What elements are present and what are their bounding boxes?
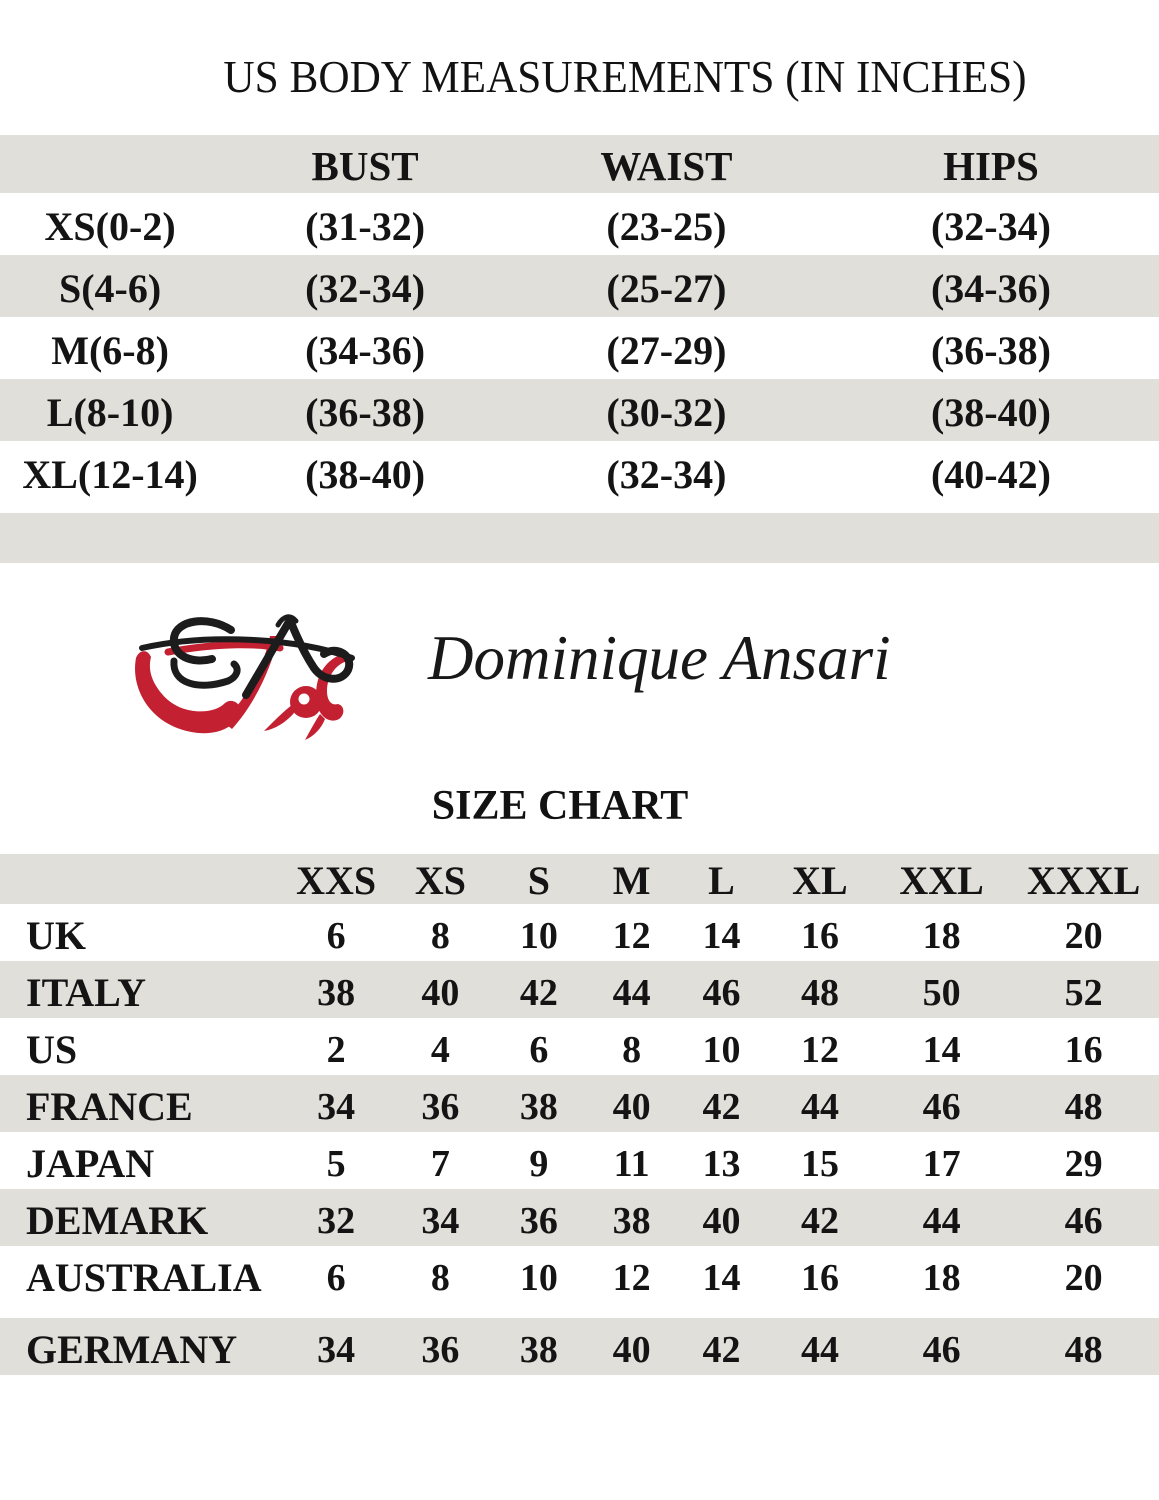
size-chart-row <box>0 904 1159 961</box>
size-value-l: 46 <box>702 972 741 1014</box>
size-value-xxl: 46 <box>922 1329 961 1371</box>
size-label: XS(0-2) <box>44 203 176 249</box>
waist-value: (32-34) <box>606 451 727 497</box>
size-value-xxs: 34 <box>317 1086 356 1128</box>
size-value-xxs: 32 <box>317 1200 356 1242</box>
column-header-bust: BUST <box>311 143 419 189</box>
size-value-xxxl: 48 <box>1064 1329 1103 1371</box>
size-value-m: 38 <box>612 1200 651 1242</box>
size-value-xxxl: 46 <box>1064 1200 1103 1242</box>
country-label: DEMARK <box>26 1198 209 1243</box>
country-label: AUSTRALIA <box>26 1255 262 1300</box>
size-label: XL(12-14) <box>22 451 198 497</box>
body-measurements-title: US BODY MEASUREMENTS (IN INCHES) <box>223 51 1027 102</box>
size-value-xl: 12 <box>800 1029 839 1071</box>
size-value-xl: 44 <box>800 1086 839 1128</box>
body-measurements-row <box>0 379 1159 441</box>
size-value-s: 10 <box>519 1257 558 1299</box>
size-value-s: 38 <box>519 1086 558 1128</box>
size-value-l: 42 <box>702 1086 741 1128</box>
size-value-xs: 4 <box>430 1029 450 1071</box>
waist-value: (23-25) <box>606 203 727 249</box>
size-value-xxs: 2 <box>326 1029 346 1071</box>
column-header-l: L <box>708 858 735 903</box>
hips-value: (34-36) <box>930 265 1051 311</box>
size-value-xl: 44 <box>800 1329 839 1371</box>
bust-value: (38-40) <box>305 451 426 497</box>
size-chart-row <box>0 1132 1159 1189</box>
size-value-l: 42 <box>702 1329 741 1371</box>
column-header-waist: WAIST <box>600 143 733 189</box>
size-value-xxl: 46 <box>922 1086 961 1128</box>
brand-logo-da-monogram-icon <box>128 598 360 750</box>
size-chart-header-row <box>0 854 1159 904</box>
bust-value: (31-32) <box>305 203 426 249</box>
size-value-xxxl: 20 <box>1064 1257 1103 1299</box>
column-header-s: S <box>527 858 551 903</box>
divider-band <box>0 513 1159 563</box>
bust-value: (36-38) <box>305 389 426 435</box>
size-value-xl: 48 <box>800 972 839 1014</box>
body-measurements-row <box>0 317 1159 379</box>
column-header-xxxl: XXXL <box>1026 858 1141 903</box>
country-label: FRANCE <box>26 1084 193 1129</box>
body-measurements-header-row <box>0 135 1159 193</box>
waist-value: (25-27) <box>606 265 727 311</box>
size-value-xxs: 38 <box>317 972 356 1014</box>
size-value-xxxl: 20 <box>1064 915 1103 957</box>
size-value-xxxl: 48 <box>1064 1086 1103 1128</box>
size-value-xxxl: 16 <box>1064 1029 1103 1071</box>
size-value-s: 42 <box>519 972 558 1014</box>
column-header-hips: HIPS <box>943 143 1039 189</box>
size-value-m: 11 <box>613 1143 650 1185</box>
size-value-l: 14 <box>702 1257 741 1299</box>
size-value-xs: 40 <box>421 972 460 1014</box>
hips-value: (32-34) <box>930 203 1051 249</box>
size-value-l: 10 <box>702 1029 741 1071</box>
size-value-xxl: 14 <box>922 1029 961 1071</box>
size-value-xl: 15 <box>800 1143 839 1185</box>
hips-value: (38-40) <box>930 389 1051 435</box>
column-header-m: M <box>612 858 651 903</box>
size-value-s: 9 <box>529 1143 549 1185</box>
size-value-l: 14 <box>702 915 741 957</box>
size-value-xxxl: 52 <box>1064 972 1103 1014</box>
size-value-xl: 42 <box>800 1200 839 1242</box>
country-label: JAPAN <box>26 1141 155 1186</box>
size-value-m: 44 <box>612 972 651 1014</box>
size-value-xl: 16 <box>800 915 839 957</box>
size-chart-row <box>0 1246 1159 1303</box>
size-value-m: 40 <box>612 1329 651 1371</box>
size-chart-row <box>0 1318 1159 1375</box>
size-value-m: 8 <box>622 1029 642 1071</box>
hips-value: (36-38) <box>930 327 1051 373</box>
size-value-m: 12 <box>612 915 651 957</box>
column-header-xl: XL <box>792 858 848 903</box>
body-measurements-row <box>0 255 1159 317</box>
size-value-xs: 8 <box>430 915 450 957</box>
size-label: S(4-6) <box>58 265 162 311</box>
size-value-xs: 36 <box>421 1086 460 1128</box>
size-value-xs: 8 <box>430 1257 450 1299</box>
size-value-xxl: 44 <box>922 1200 961 1242</box>
international-size-chart <box>0 854 1159 1375</box>
country-label: UK <box>26 913 86 958</box>
size-value-xs: 7 <box>430 1143 450 1185</box>
waist-value: (30-32) <box>606 389 727 435</box>
column-header-xxl: XXL <box>899 858 984 903</box>
country-label: GERMANY <box>26 1327 238 1372</box>
size-value-l: 40 <box>702 1200 741 1242</box>
size-value-xxl: 50 <box>922 972 961 1014</box>
size-chart-row <box>0 1018 1159 1075</box>
size-value-xs: 36 <box>421 1329 460 1371</box>
size-chart-row <box>0 1075 1159 1132</box>
size-chart-row <box>0 961 1159 1018</box>
size-value-s: 36 <box>519 1200 558 1242</box>
size-value-xl: 16 <box>800 1257 839 1299</box>
size-value-xxl: 18 <box>922 915 961 957</box>
bust-value: (32-34) <box>305 265 426 311</box>
size-value-xxl: 17 <box>922 1143 961 1185</box>
size-value-xxxl: 29 <box>1064 1143 1103 1185</box>
size-value-l: 13 <box>702 1143 741 1185</box>
size-value-xxs: 5 <box>326 1143 346 1185</box>
column-header-xxs: XXS <box>296 858 377 903</box>
size-value-xxs: 6 <box>326 915 346 957</box>
header-country-cell <box>0 854 284 904</box>
size-label: M(6-8) <box>51 327 169 373</box>
size-value-m: 12 <box>612 1257 651 1299</box>
size-value-s: 10 <box>519 915 558 957</box>
body-measurements-table <box>0 135 1159 503</box>
size-value-m: 40 <box>612 1086 651 1128</box>
size-value-s: 38 <box>519 1329 558 1371</box>
size-value-s: 6 <box>529 1029 549 1071</box>
country-label: ITALY <box>26 970 147 1015</box>
size-value-xxs: 6 <box>326 1257 346 1299</box>
body-measurements-row <box>0 193 1159 255</box>
bust-value: (34-36) <box>305 327 426 373</box>
header-size-cell <box>0 135 220 193</box>
size-value-xxl: 18 <box>922 1257 961 1299</box>
body-measurements-row <box>0 441 1159 503</box>
hips-value: (40-42) <box>930 451 1051 497</box>
size-label: L(8-10) <box>46 389 174 435</box>
brand-name: Dominique Ansari <box>428 623 891 693</box>
country-label: US <box>26 1027 78 1072</box>
size-value-xs: 34 <box>421 1200 460 1242</box>
size-chart-row <box>0 1189 1159 1246</box>
column-header-xs: XS <box>414 858 466 903</box>
waist-value: (27-29) <box>606 327 727 373</box>
size-value-xxs: 34 <box>317 1329 356 1371</box>
size-chart-title: SIZE CHART <box>431 783 689 829</box>
